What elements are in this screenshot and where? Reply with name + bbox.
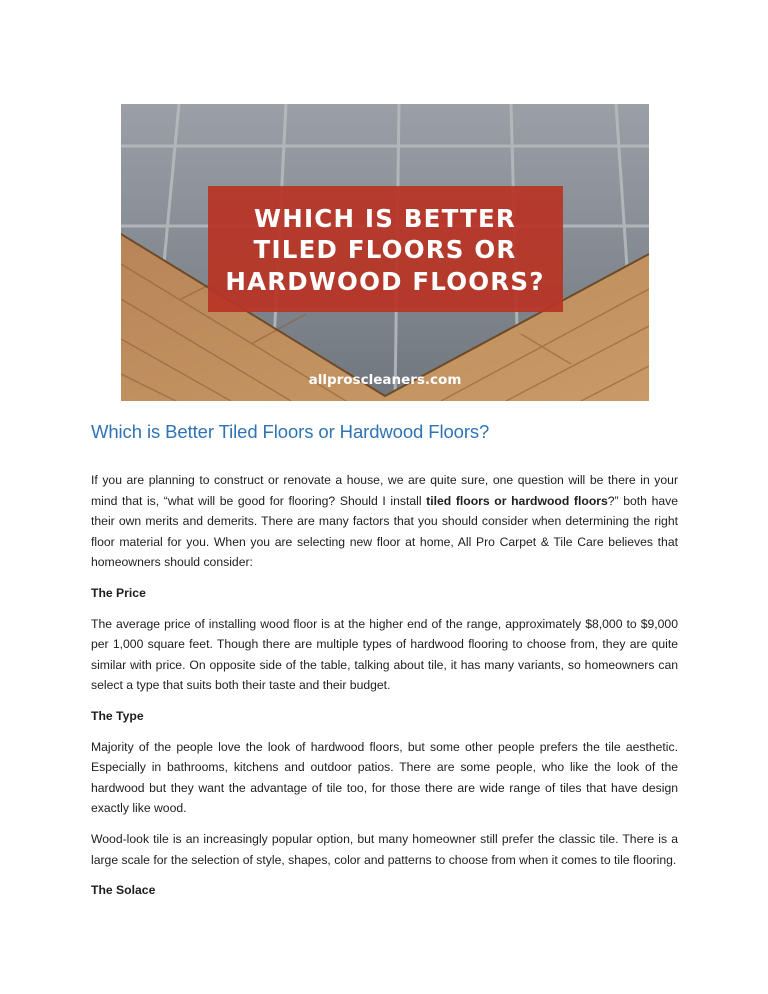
hero-image: [121, 104, 649, 401]
article-body: [91, 470, 678, 911]
solace-heading: The Solace: [91, 883, 156, 898]
intro-keyword: tiled floors or hardwood floors: [426, 493, 608, 508]
type-heading: The Type: [91, 708, 144, 723]
hero-heading-line-2: TILED FLOORS OR: [253, 235, 517, 264]
intro-text-2: ?” both have their own merits and demerits. There are many factors that you should consider when determining the right floor material for you. When you are selecting new floor at home, All Pro Carpet & Tile Care believes that homeowners should consider:: [91, 493, 678, 570]
hero-heading-line-1: WHICH IS BETTER: [254, 204, 516, 233]
type-paragraph-2: Wood-look tile is an increasingly popular option, but many homeowner still prefer the classic tile. There is a large scale for the selection of style, shapes, color and patterns to choose from when it comes to tile flooring.: [91, 831, 678, 867]
hero-website: allproscleaners.com: [308, 372, 462, 388]
page-title: Which is Better Tiled Floors or Hardwood Floors?: [91, 421, 490, 442]
hero-heading-line-3: HARDWOOD FLOORS?: [225, 267, 545, 296]
intro-paragraph: [91, 470, 678, 573]
price-heading: The Price: [91, 585, 146, 600]
floor-illustration: [121, 104, 649, 401]
type-paragraph-1: Majority of the people love the look of hardwood floors, but some other people prefers the tile aesthetic. Especially in bathrooms, kitchens and outdoor patios. There are some people, who like the look of the hardwood but they want the advantage of tile too, for those there are wide range of tiles that have design exactly like wood.: [91, 739, 678, 816]
price-paragraph: The average price of installing wood floor is at the higher end of the range, approximately $8,000 to $9,000 per 1,000 square feet. Though there are multiple types of hardwood flooring to choose from, they are quite similar with price. On opposite side of the table, talking about tile, it has many variants, so homeowners can select a type that suits both their taste and their budget.: [91, 616, 678, 693]
intro-text-1: If you are planning to construct or renovate a house, we are quite sure, one question will be there in your mind that is, “what will be good for flooring? Should I install: [91, 473, 678, 508]
